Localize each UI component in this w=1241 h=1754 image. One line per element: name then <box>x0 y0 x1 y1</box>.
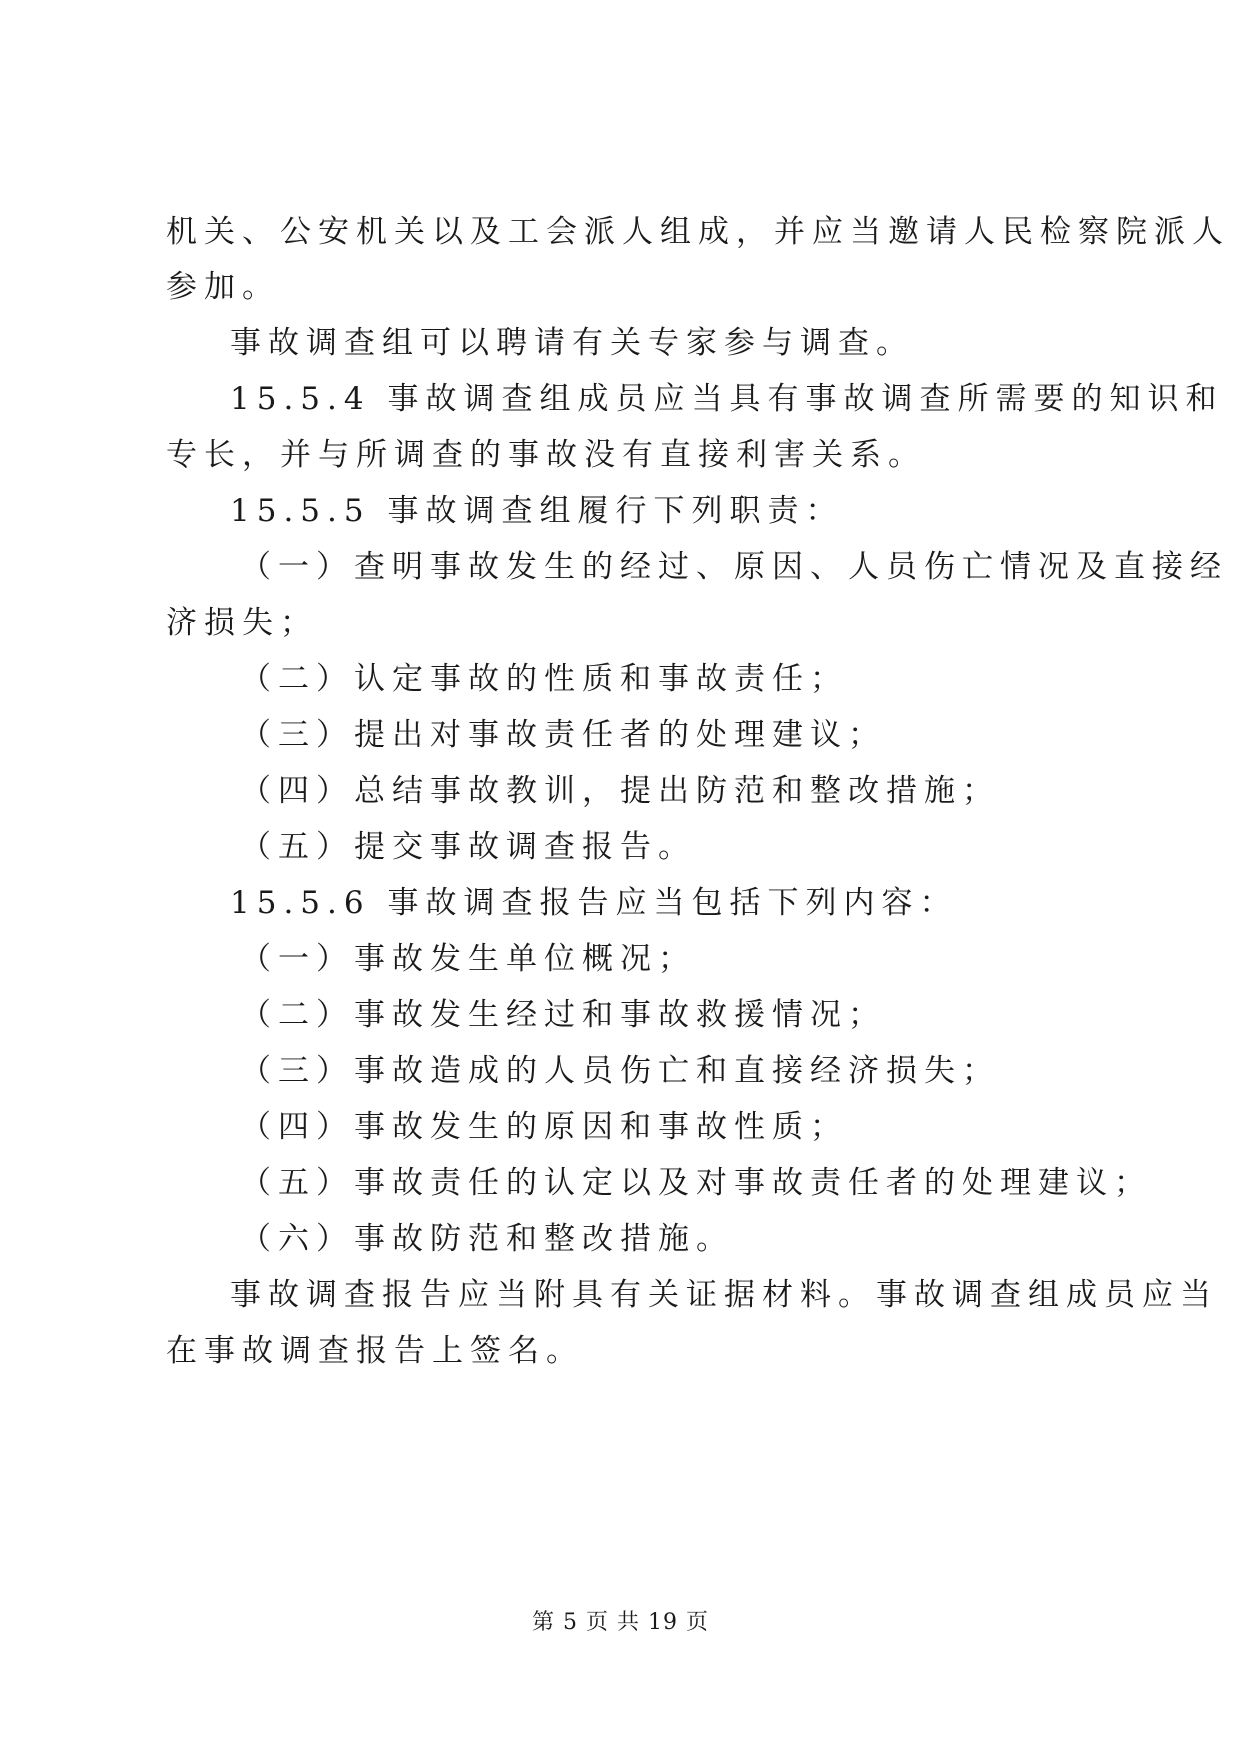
page-footer: 第 5 页 共 19 页 <box>532 1610 709 1635</box>
list-item: （二）认定事故的性质和事故责任； <box>240 661 848 697</box>
list-item: （三）事故造成的人员伤亡和直接经济损失； <box>240 1053 1000 1089</box>
list-item: （三）提出对事故责任者的处理建议； <box>240 717 886 753</box>
list-item: （五）事故责任的认定以及对事故责任者的处理建议； <box>240 1165 1152 1201</box>
body-text-line: 在事故调查报告上签名。 <box>166 1333 584 1369</box>
body-text-line: 参加。 <box>166 269 280 305</box>
body-text-line: 机关、公安机关以及工会派人组成，并应当邀请人民检察院派人 <box>166 214 1230 250</box>
list-item: （二）事故发生经过和事故救援情况； <box>240 997 886 1033</box>
list-item: （六）事故防范和整改措施。 <box>240 1221 734 1257</box>
paragraph-line: 事故调查组可以聘请有关专家参与调查。 <box>230 325 914 361</box>
clause-heading-15-5-4: 15.5.4 事故调查组成员应当具有事故调查所需要的知识和 <box>230 381 1224 417</box>
body-text-line: 专长，并与所调查的事故没有直接利害关系。 <box>166 437 926 473</box>
list-item: （四）总结事故教训，提出防范和整改措施； <box>240 773 1000 809</box>
body-text-line: 济损失； <box>166 605 318 641</box>
list-item: （一）查明事故发生的经过、原因、人员伤亡情况及直接经 <box>240 549 1228 585</box>
paragraph-line: 事故调查报告应当附具有关证据材料。事故调查组成员应当 <box>230 1277 1218 1313</box>
list-item: （一）事故发生单位概况； <box>240 941 696 977</box>
list-item: （四）事故发生的原因和事故性质； <box>240 1109 848 1145</box>
clause-heading-15-5-6: 15.5.6 事故调查报告应当包括下列内容： <box>230 885 958 921</box>
clause-heading-15-5-5: 15.5.5 事故调查组履行下列职责： <box>230 493 844 529</box>
list-item: （五）提交事故调查报告。 <box>240 829 696 865</box>
